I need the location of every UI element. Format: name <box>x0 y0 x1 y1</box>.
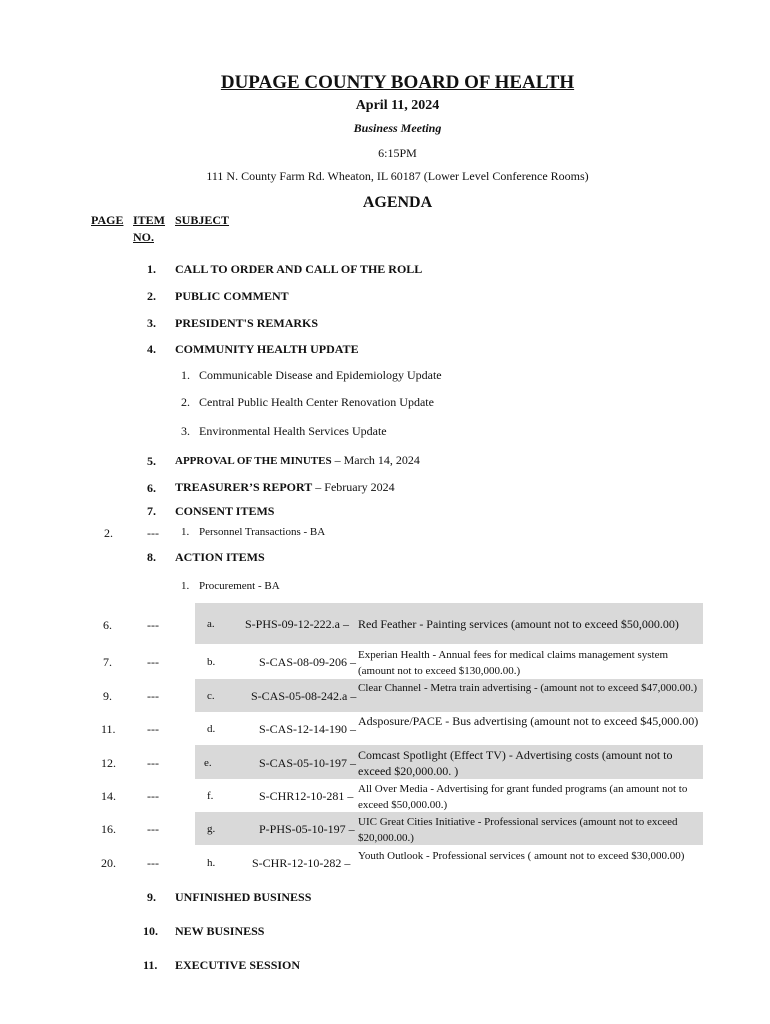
row-item: --- <box>147 856 159 870</box>
row-item: --- <box>147 689 159 703</box>
item-detail: March 14, 2024 <box>343 453 420 467</box>
sub-item <box>181 424 387 439</box>
page-ref: 2. <box>104 526 113 540</box>
item-community-health-update: COMMUNITY HEALTH UPDATE <box>175 342 359 356</box>
sub-item-label: Procurement - BA <box>199 580 280 592</box>
row-page: 12. <box>101 756 116 770</box>
row-description: Adsposure/PACE - Bus advertising (amount not to exceed $45,000.00) <box>358 714 699 728</box>
item-dash: – <box>331 453 344 467</box>
item-approval-minutes <box>175 453 420 468</box>
sub-item-label: Personnel Transactions - BA <box>199 526 326 538</box>
row-item: --- <box>147 822 159 836</box>
row-code: S-CAS-08-09-206 – <box>259 655 357 669</box>
sub-item-number: 1. <box>181 526 190 538</box>
row-letter: d. <box>207 723 216 735</box>
row-item: --- <box>147 655 159 669</box>
item-unfinished-business: UNFINISHED BUSINESS <box>175 890 312 904</box>
row-item: --- <box>147 618 159 632</box>
item-number: 8. <box>147 550 156 564</box>
item-number: 1. <box>147 262 156 276</box>
row-page: 14. <box>101 789 116 803</box>
row-page: 16. <box>101 822 116 836</box>
row-description: UIC Great Cities Initiative - Professional services (amount not to exceed $20,000.00.) <box>358 816 678 844</box>
row-item: --- <box>147 756 159 770</box>
column-header-item: ITEM <box>133 213 166 227</box>
item-number: 10. <box>143 924 158 938</box>
row-letter: h. <box>207 857 216 869</box>
sub-item-number: 1. <box>181 580 190 592</box>
item-detail: February 2024 <box>324 480 395 494</box>
item-label: TREASURER’S REPORT <box>175 480 313 494</box>
item-number: 3. <box>147 316 156 330</box>
item-number: 4. <box>147 342 156 356</box>
page-title: DUPAGE COUNTY BOARD OF HEALTH <box>220 72 575 93</box>
item-number: 7. <box>147 504 156 518</box>
sub-item <box>181 580 280 592</box>
sub-item <box>181 395 434 410</box>
row-description: Red Feather - Painting services (amount not to exceed $50,000.00) <box>358 617 679 631</box>
row-page: 7. <box>103 655 112 669</box>
row-code: S-CAS-05-08-242.a – <box>251 689 357 703</box>
item-number: 6. <box>147 481 156 495</box>
sub-item <box>181 526 325 538</box>
row-letter: c. <box>207 690 215 702</box>
meeting-date: April 11, 2024 <box>355 98 440 113</box>
row-description: Experian Health - Annual fees for medical claims management system (amount not to exceed $130,000.00.) <box>358 649 669 677</box>
item-presidents-remarks: PRESIDENT'S REMARKS <box>175 316 319 330</box>
row-page: 6. <box>103 618 112 632</box>
item-action-items: ACTION ITEMS <box>175 550 265 564</box>
item-ref: --- <box>147 526 159 540</box>
item-executive-session: EXECUTIVE SESSION <box>175 958 301 972</box>
item-treasurers-report <box>175 480 395 495</box>
item-consent-items: CONSENT ITEMS <box>175 504 275 518</box>
row-code: P-PHS-05-10-197 – <box>259 822 355 836</box>
row-page: 9. <box>103 689 112 703</box>
item-call-to-order: CALL TO ORDER AND CALL OF THE ROLL <box>175 262 423 276</box>
column-header-subject: SUBJECT <box>175 213 230 227</box>
sub-item-number: 2. <box>181 395 190 409</box>
row-item: --- <box>147 789 159 803</box>
row-letter: a. <box>207 618 215 630</box>
column-header-item-no: NO. <box>133 230 154 244</box>
row-item: --- <box>147 722 159 736</box>
meeting-time: 6:15PM <box>378 146 417 160</box>
item-number: 2. <box>147 289 156 303</box>
sub-item-label: Environmental Health Services Update <box>199 424 387 438</box>
column-header-page: PAGE <box>91 213 124 227</box>
sub-item-label: Central Public Health Center Renovation Update <box>199 395 434 409</box>
item-public-comment: PUBLIC COMMENT <box>175 289 289 303</box>
row-code: S-CHR12-10-281 – <box>259 789 354 803</box>
row-code: S-CHR-12-10-282 – <box>252 856 351 870</box>
sub-item-number: 1. <box>181 368 190 382</box>
item-label: APPROVAL OF THE MINUTES <box>175 455 332 467</box>
row-code: S-CAS-12-14-190 – <box>259 722 357 736</box>
row-letter: e. <box>204 757 212 769</box>
row-code: S-CAS-05-10-197 – <box>259 756 357 770</box>
row-description: Comcast Spotlight (Effect TV) - Advertising costs (amount not to exceed $20,000.00. ) <box>358 748 673 778</box>
sub-item-label: Communicable Disease and Epidemiology Update <box>199 368 442 382</box>
row-code: S-PHS-09-12-222.a – <box>245 617 349 631</box>
agenda-heading: AGENDA <box>362 194 433 211</box>
item-number: 11. <box>143 958 158 972</box>
row-description: All Over Media - Advertising for grant funded programs (an amount not to exceed $50,000.00.) <box>358 783 688 811</box>
sub-item-number: 3. <box>181 424 190 438</box>
row-description: Youth Outlook - Professional services ( amount not to exceed $30,000.00) <box>358 850 685 862</box>
row-letter: g. <box>207 823 216 835</box>
item-number: 9. <box>147 890 156 904</box>
row-page: 11. <box>101 722 116 736</box>
sub-item <box>181 368 442 383</box>
item-new-business: NEW BUSINESS <box>175 924 265 938</box>
row-page: 20. <box>101 856 116 870</box>
row-letter: b. <box>207 656 216 668</box>
row-description: Clear Channel - Metra train advertising - (amount not to exceed $47,000.00.) <box>358 682 698 694</box>
row-letter: f. <box>207 790 214 802</box>
item-dash: – <box>312 480 325 494</box>
meeting-type: Business Meeting <box>353 121 442 135</box>
meeting-address: 111 N. County Farm Rd. Wheaton, IL 60187 (Lower Level Conference Rooms) <box>206 169 589 183</box>
item-number: 5. <box>147 454 156 468</box>
